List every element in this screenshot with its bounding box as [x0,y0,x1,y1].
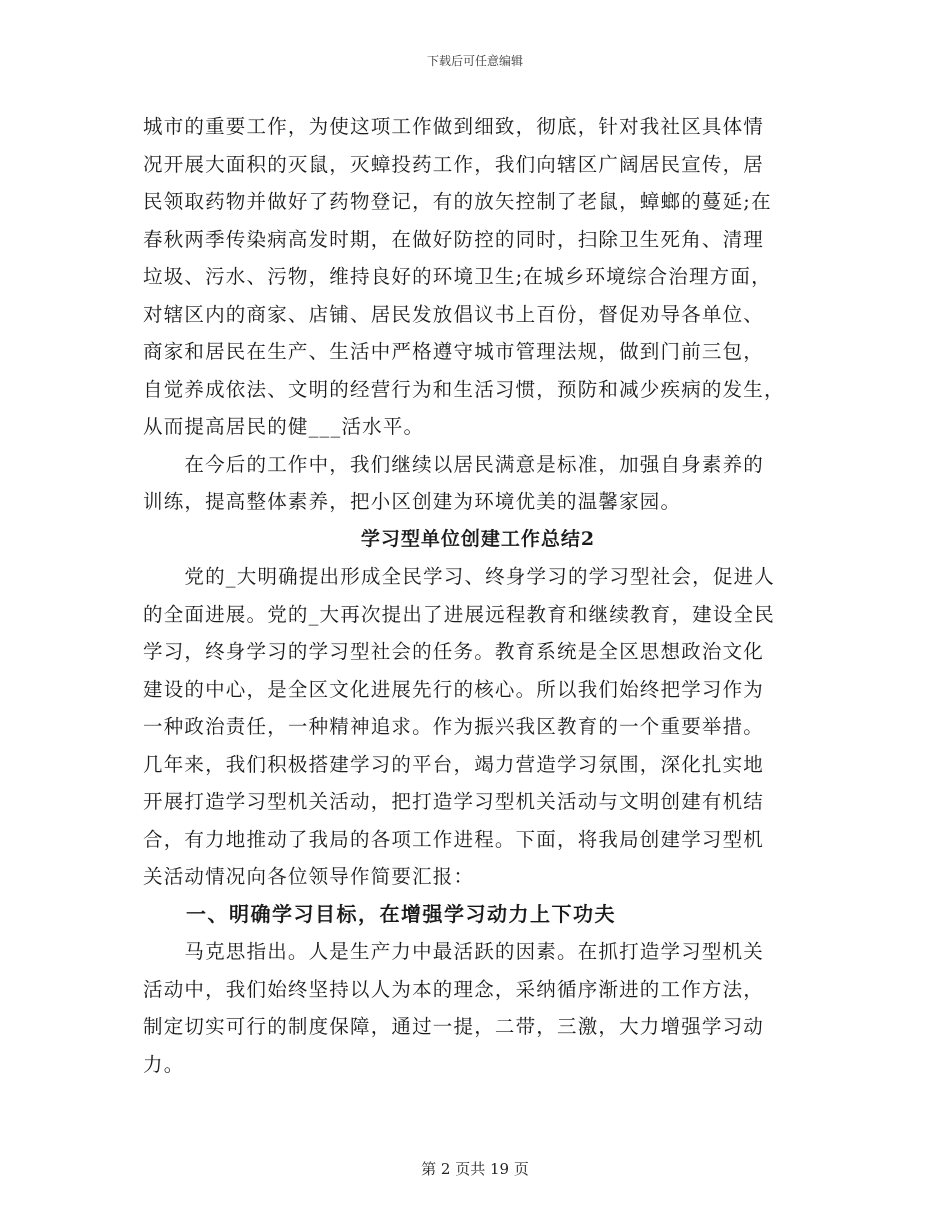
body-line: 况开展大面积的灭鼠，灭蟑投药工作，我们向辖区广阔居民宣传，居 [143,152,765,176]
body-line: 在今后的工作中，我们继续以居民满意是标准，加强自身素养的 [143,452,765,476]
body-line: 合，有力地推动了我局的各项工作进程。下面，将我局创建学习型机 [143,827,765,851]
body-line: 民领取药物并做好了药物登记，有的放矢控制了老鼠，蟑螂的蔓延;在 [143,190,772,213]
body-line: 春秋两季传染病高发时期，在做好防控的同时，扫除卫生死角、清理 [143,227,765,251]
body-line: 党的_大明确提出形成全民学习、终身学习的学习型社会，促进人 [143,565,775,588]
body-line: 活动中，我们始终坚持以人为本的理念，采纳循序渐进的工作方法， [143,977,765,1001]
body-line: 城市的重要工作，为使这项工作做到细致，彻底，针对我社区具体情 [143,115,765,138]
subsection-heading: 一、明确学习目标，在增强学习动力上下功夫 [143,901,616,926]
body-line: 训练，提高整体素养，把小区创建为环境优美的温馨家园。 [143,490,682,513]
body-line: 一种政治责任，一种精神追求。作为振兴我区教育的一个重要举措。 [143,715,765,738]
body-line: 几年来，我们积极搭建学习的平台，竭力营造学习氛围，深化扎实地 [143,752,765,776]
body-line: 制定切实可行的制度保障，通过一提，二带，三激，大力增强学习动 [143,1015,765,1038]
body-line: 对辖区内的商家、店铺、居民发放倡议书上百份，督促劝导各单位、 [143,302,765,326]
body-line: 建设的中心，是全区文化进展先行的核心。所以我们始终把学习作为 [143,677,765,701]
body-line: 马克思指出。人是生产力中最活跃的因素。在抓打造学习型机关 [143,940,765,963]
body-line: 自觉养成依法、文明的经营行为和生活习惯，预防和减少疾病的发生， [143,377,785,401]
body-line: 的全面进展。党的_大再次提出了进展远程教育和继续教育，建设全民 [143,602,775,626]
body-line: 关活动情况向各位领导作简要汇报： [143,865,475,888]
document-body [143,108,813,1083]
page-header: 下载后可任意编辑 [426,54,523,68]
body-line: 力。 [143,1052,185,1076]
section-title: 学习型单位创建工作总结2 [360,527,596,550]
body-line: 从而提高居民的健___活水平。 [143,415,425,438]
body-line: 垃圾、污水、污物，维持良好的环境卫生;在城乡环境综合治理方面， [143,265,772,288]
body-line: 学习，终身学习的学习型社会的任务。教育系统是全区思想政治文化 [143,640,765,663]
body-line: 开展打造学习型机关活动，把打造学习型机关活动与文明创建有机结 [143,790,765,813]
body-line: 商家和居民在生产、生活中严格遵守城市管理法规，做到门前三包， [143,340,765,363]
page-footer: 第 2 页共 19 页 [421,1160,529,1178]
